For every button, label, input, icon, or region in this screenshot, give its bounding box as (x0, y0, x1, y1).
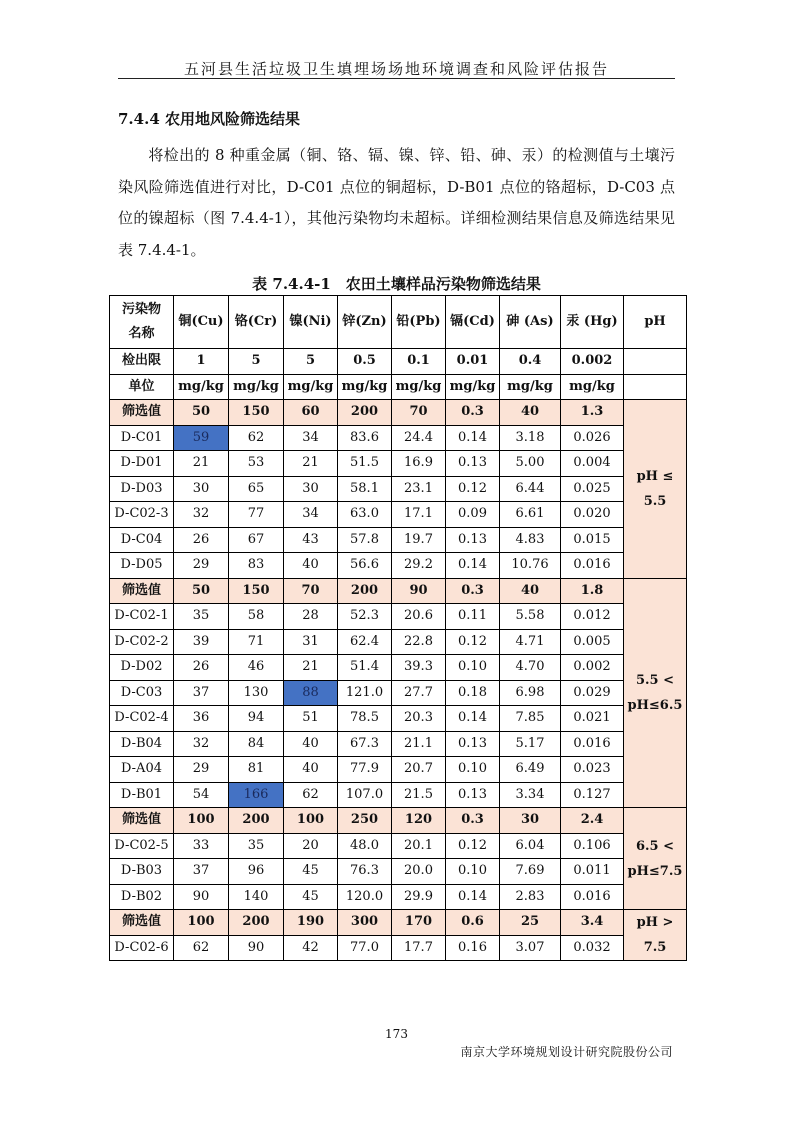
table-cell: 100 (174, 808, 229, 834)
table-cell: 90 (229, 935, 284, 961)
table-cell: 6.49 (500, 757, 561, 783)
table-cell: 0.021 (561, 706, 624, 732)
table-cell: 0.023 (561, 757, 624, 783)
site-cell: D-B01 (110, 782, 174, 808)
table-cell (624, 374, 687, 400)
table-cell: 20.6 (392, 604, 446, 630)
table-cell: 200 (229, 910, 284, 936)
table-cell: 83 (229, 553, 284, 579)
table-cell: 7.85 (500, 706, 561, 732)
table-cell: 57.8 (338, 527, 392, 553)
table-cell: 77 (229, 502, 284, 528)
table-cell: 1 (174, 349, 229, 375)
table-cell: 53 (229, 451, 284, 477)
section-title: 7.4.4 农用地风险筛选结果 (118, 110, 300, 128)
table-cell: 250 (338, 808, 392, 834)
header-ph: pH (624, 296, 687, 349)
page-number: 173 (385, 1027, 408, 1041)
table-cell: 4.83 (500, 527, 561, 553)
ph-range-cell: 6.5 < pH≤7.5 (624, 808, 687, 910)
screening-row (110, 400, 687, 426)
table-row (110, 553, 687, 579)
table-cell: 40 (284, 731, 338, 757)
table-row (110, 782, 687, 808)
table-cell: 170 (392, 910, 446, 936)
table-cell: 6.61 (500, 502, 561, 528)
table-cell: 67.3 (338, 731, 392, 757)
table-cell: 130 (229, 680, 284, 706)
table-row (110, 655, 687, 681)
table-cell: 0.029 (561, 680, 624, 706)
table-cell: 45 (284, 884, 338, 910)
table-cell: 0.3 (446, 808, 500, 834)
site-cell: D-C02-6 (110, 935, 174, 961)
table-cell: 65 (229, 476, 284, 502)
table-cell: 0.13 (446, 731, 500, 757)
table-cell: 300 (338, 910, 392, 936)
table-cell: 21 (284, 655, 338, 681)
table-cell: 34 (284, 425, 338, 451)
table-cell: 90 (392, 578, 446, 604)
table-cell: 0.16 (446, 935, 500, 961)
table-cell: 81 (229, 757, 284, 783)
site-cell: D-D03 (110, 476, 174, 502)
table-row (110, 604, 687, 630)
table-cell: 35 (174, 604, 229, 630)
table-cell: 150 (229, 400, 284, 426)
table-cell: 6.04 (500, 833, 561, 859)
table-cell: 0.015 (561, 527, 624, 553)
row-label: 筛选值 (110, 808, 174, 834)
table-cell: 0.10 (446, 757, 500, 783)
table-cell: 100 (284, 808, 338, 834)
table-cell (624, 349, 687, 375)
table-cell: 37 (174, 859, 229, 885)
table-cell: 21 (174, 451, 229, 477)
table-cell: 120.0 (338, 884, 392, 910)
exceedance-cell: 166 (229, 782, 284, 808)
table-cell: 35 (229, 833, 284, 859)
table-cell: 190 (284, 910, 338, 936)
table-row (110, 527, 687, 553)
table-cell: 2.83 (500, 884, 561, 910)
table-cell: 29.2 (392, 553, 446, 579)
table-row (110, 757, 687, 783)
table-cell: 107.0 (338, 782, 392, 808)
table-cell: 0.14 (446, 884, 500, 910)
table-cell: 0.5 (338, 349, 392, 375)
table-cell: mg/kg (446, 374, 500, 400)
table-cell: 200 (338, 400, 392, 426)
table-cell: 0.002 (561, 349, 624, 375)
site-cell: D-C03 (110, 680, 174, 706)
table-cell: 51.4 (338, 655, 392, 681)
table-cell: mg/kg (284, 374, 338, 400)
table-cell: 0.106 (561, 833, 624, 859)
table-row (110, 935, 687, 961)
table-cell: 21 (284, 451, 338, 477)
table-cell: 140 (229, 884, 284, 910)
row-label: 检出限 (110, 349, 174, 375)
table-cell: 0.3 (446, 400, 500, 426)
table-row (110, 884, 687, 910)
table-cell: 96 (229, 859, 284, 885)
screening-results-table (109, 295, 687, 961)
table-cell: 33 (174, 833, 229, 859)
table-cell: 78.5 (338, 706, 392, 732)
header-cr: 铬(Cr) (229, 296, 284, 349)
table-cell: 0.12 (446, 476, 500, 502)
table-cell: 70 (284, 578, 338, 604)
header-rule (118, 78, 675, 79)
table-cell: 50 (174, 400, 229, 426)
table-caption: 表 7.4.4-1 农田土壤样品污染物筛选结果 (252, 275, 541, 293)
table-cell: 70 (392, 400, 446, 426)
table-cell: 37 (174, 680, 229, 706)
site-cell: D-C02-1 (110, 604, 174, 630)
table-cell: 29 (174, 553, 229, 579)
table-cell: 24.4 (392, 425, 446, 451)
table-cell: 29 (174, 757, 229, 783)
site-cell: D-B02 (110, 884, 174, 910)
table-cell: 200 (338, 578, 392, 604)
table-cell: 25 (500, 910, 561, 936)
site-cell: D-C02-3 (110, 502, 174, 528)
table-cell: 0.6 (446, 910, 500, 936)
site-cell: D-B04 (110, 731, 174, 757)
table-cell: 40 (500, 578, 561, 604)
table-cell: 0.11 (446, 604, 500, 630)
table-cell: 46 (229, 655, 284, 681)
table-cell: 20.0 (392, 859, 446, 885)
table-cell: 50 (174, 578, 229, 604)
table-cell: 20.3 (392, 706, 446, 732)
table-cell: 76.3 (338, 859, 392, 885)
table-cell: 4.70 (500, 655, 561, 681)
table-cell: 30 (174, 476, 229, 502)
table-cell: mg/kg (174, 374, 229, 400)
table-cell: 1.3 (561, 400, 624, 426)
table-cell: 7.69 (500, 859, 561, 885)
header-ni: 镍(Ni) (284, 296, 338, 349)
table-cell: 0.09 (446, 502, 500, 528)
table-cell: 51 (284, 706, 338, 732)
table-cell: 1.8 (561, 578, 624, 604)
table-cell: mg/kg (392, 374, 446, 400)
table-cell: mg/kg (338, 374, 392, 400)
ph-range-cell: pH > 7.5 (624, 910, 687, 961)
table-cell: 5.17 (500, 731, 561, 757)
table-cell: 0.13 (446, 451, 500, 477)
detection-limit-row (110, 349, 687, 375)
table-cell: mg/kg (229, 374, 284, 400)
table-cell: 28 (284, 604, 338, 630)
table-cell: 54 (174, 782, 229, 808)
table-cell: 21.5 (392, 782, 446, 808)
ph-range-cell: 5.5 < pH≤6.5 (624, 578, 687, 808)
table-cell: 16.9 (392, 451, 446, 477)
table-cell: 60 (284, 400, 338, 426)
table-cell: 20 (284, 833, 338, 859)
table-cell: 0.1 (392, 349, 446, 375)
table-cell: 0.14 (446, 553, 500, 579)
header-as: 砷 (As) (500, 296, 561, 349)
table-cell: 52.3 (338, 604, 392, 630)
table-cell: 0.14 (446, 425, 500, 451)
table-cell: 0.012 (561, 604, 624, 630)
table-cell: 40 (284, 553, 338, 579)
table-cell: 20.1 (392, 833, 446, 859)
table-cell: 48.0 (338, 833, 392, 859)
table-cell: 19.7 (392, 527, 446, 553)
table-cell: 0.005 (561, 629, 624, 655)
table-cell: 43 (284, 527, 338, 553)
table-cell: 120 (392, 808, 446, 834)
site-cell: D-C02-2 (110, 629, 174, 655)
ph-range-cell: pH ≤ 5.5 (624, 400, 687, 579)
exceedance-cell: 59 (174, 425, 229, 451)
header-cu: 铜(Cu) (174, 296, 229, 349)
table-cell: 34 (284, 502, 338, 528)
table-cell: 39.3 (392, 655, 446, 681)
site-cell: D-D05 (110, 553, 174, 579)
table-cell: 26 (174, 655, 229, 681)
table-cell: 62 (174, 935, 229, 961)
screening-row (110, 910, 687, 936)
table-row (110, 425, 687, 451)
table-cell: 23.1 (392, 476, 446, 502)
table-cell: 56.6 (338, 553, 392, 579)
table-cell: 6.98 (500, 680, 561, 706)
header-hg: 汞 (Hg) (561, 296, 624, 349)
table-row (110, 706, 687, 732)
site-cell: D-B03 (110, 859, 174, 885)
table-cell: 0.13 (446, 782, 500, 808)
table-cell: 63.0 (338, 502, 392, 528)
site-cell: D-C01 (110, 425, 174, 451)
table-cell: 42 (284, 935, 338, 961)
row-label: 筛选值 (110, 578, 174, 604)
table-cell: 2.4 (561, 808, 624, 834)
table-cell: 3.18 (500, 425, 561, 451)
table-cell: 0.025 (561, 476, 624, 502)
table-cell: 10.76 (500, 553, 561, 579)
table-cell: 0.18 (446, 680, 500, 706)
table-cell: 0.016 (561, 553, 624, 579)
header-pollutant-name: 污染物 名称 (110, 296, 174, 349)
table-cell: 0.016 (561, 884, 624, 910)
table-cell: 77.9 (338, 757, 392, 783)
table-cell: 20.7 (392, 757, 446, 783)
table-row (110, 680, 687, 706)
row-label: 单位 (110, 374, 174, 400)
site-cell: D-C02-5 (110, 833, 174, 859)
table-cell: 21.1 (392, 731, 446, 757)
table-cell: 0.026 (561, 425, 624, 451)
table-cell: 0.002 (561, 655, 624, 681)
table-cell: 5 (284, 349, 338, 375)
table-cell: mg/kg (500, 374, 561, 400)
table-cell: 0.10 (446, 655, 500, 681)
table-cell: 58.1 (338, 476, 392, 502)
exceedance-cell: 88 (284, 680, 338, 706)
table-cell: 62.4 (338, 629, 392, 655)
table-row (110, 731, 687, 757)
table-cell: 17.1 (392, 502, 446, 528)
table-cell: 121.0 (338, 680, 392, 706)
table-cell: 58 (229, 604, 284, 630)
table-cell: 51.5 (338, 451, 392, 477)
table-cell: 0.01 (446, 349, 500, 375)
table-cell: 45 (284, 859, 338, 885)
table-cell: 40 (500, 400, 561, 426)
table-cell: 5 (229, 349, 284, 375)
header-zn: 锌(Zn) (338, 296, 392, 349)
page-header: 五河县生活垃圾卫生填埋场场地环境调查和风险评估报告 (183, 60, 609, 78)
organization-footer: 南京大学环境规划设计研究院股份公司 (460, 1045, 673, 1059)
table-cell: 3.4 (561, 910, 624, 936)
table-row (110, 476, 687, 502)
screening-row (110, 808, 687, 834)
table-cell: 29.9 (392, 884, 446, 910)
table-cell: 27.7 (392, 680, 446, 706)
table-cell: 0.3 (446, 578, 500, 604)
table-cell: 0.10 (446, 859, 500, 885)
table-cell: 17.7 (392, 935, 446, 961)
table-cell: 0.12 (446, 629, 500, 655)
table-row (110, 451, 687, 477)
row-label: 筛选值 (110, 910, 174, 936)
table-row (110, 859, 687, 885)
header-cd: 镉(Cd) (446, 296, 500, 349)
table-cell: 0.13 (446, 527, 500, 553)
table-cell: 84 (229, 731, 284, 757)
table-cell: 4.71 (500, 629, 561, 655)
table-cell: 22.8 (392, 629, 446, 655)
site-cell: D-C02-4 (110, 706, 174, 732)
table-cell: 32 (174, 731, 229, 757)
table-cell: 31 (284, 629, 338, 655)
table-cell: 6.44 (500, 476, 561, 502)
table-cell: 0.12 (446, 833, 500, 859)
row-label: 筛选值 (110, 400, 174, 426)
unit-row (110, 374, 687, 400)
table-cell: 0.016 (561, 731, 624, 757)
table-cell: 90 (174, 884, 229, 910)
table-cell: 67 (229, 527, 284, 553)
table-cell: 62 (229, 425, 284, 451)
table-cell: 5.00 (500, 451, 561, 477)
body-paragraph-text: 将检出的 8 种重金属（铜、铬、镉、镍、锌、铅、砷、汞）的检测值与土壤污染风险筛选值进行对比，D-C01 点位的铜超标，D-B01 点位的铬超标，D-C03 点位的镍超标（图 7.4.4-1），其他污染物均未超标。详细检测结果信息及筛选结果见表 7.4.4-1。 (118, 146, 675, 259)
table-header-row (110, 296, 687, 349)
table-cell: 0.4 (500, 349, 561, 375)
table-cell: 0.127 (561, 782, 624, 808)
table-cell: 150 (229, 578, 284, 604)
table-cell: 30 (500, 808, 561, 834)
table-cell: 5.58 (500, 604, 561, 630)
table-cell: 0.032 (561, 935, 624, 961)
site-cell: D-D02 (110, 655, 174, 681)
table-cell: 0.14 (446, 706, 500, 732)
table-row (110, 833, 687, 859)
table-cell: 0.020 (561, 502, 624, 528)
table-cell: mg/kg (561, 374, 624, 400)
table-cell: 32 (174, 502, 229, 528)
table-cell: 200 (229, 808, 284, 834)
site-cell: D-C04 (110, 527, 174, 553)
table-cell: 0.004 (561, 451, 624, 477)
table-cell: 26 (174, 527, 229, 553)
table-cell: 83.6 (338, 425, 392, 451)
site-cell: D-D01 (110, 451, 174, 477)
table-cell: 36 (174, 706, 229, 732)
table-cell: 3.34 (500, 782, 561, 808)
site-cell: D-A04 (110, 757, 174, 783)
table-row (110, 502, 687, 528)
header-pb: 铅(Pb) (392, 296, 446, 349)
table-cell: 39 (174, 629, 229, 655)
body-paragraph (118, 140, 675, 266)
table-cell: 40 (284, 757, 338, 783)
table-cell: 71 (229, 629, 284, 655)
table-cell: 0.011 (561, 859, 624, 885)
table-cell: 100 (174, 910, 229, 936)
table-row (110, 629, 687, 655)
screening-row (110, 578, 687, 604)
table-cell: 30 (284, 476, 338, 502)
table-cell: 3.07 (500, 935, 561, 961)
table-cell: 77.0 (338, 935, 392, 961)
table-cell: 62 (284, 782, 338, 808)
table-cell: 94 (229, 706, 284, 732)
